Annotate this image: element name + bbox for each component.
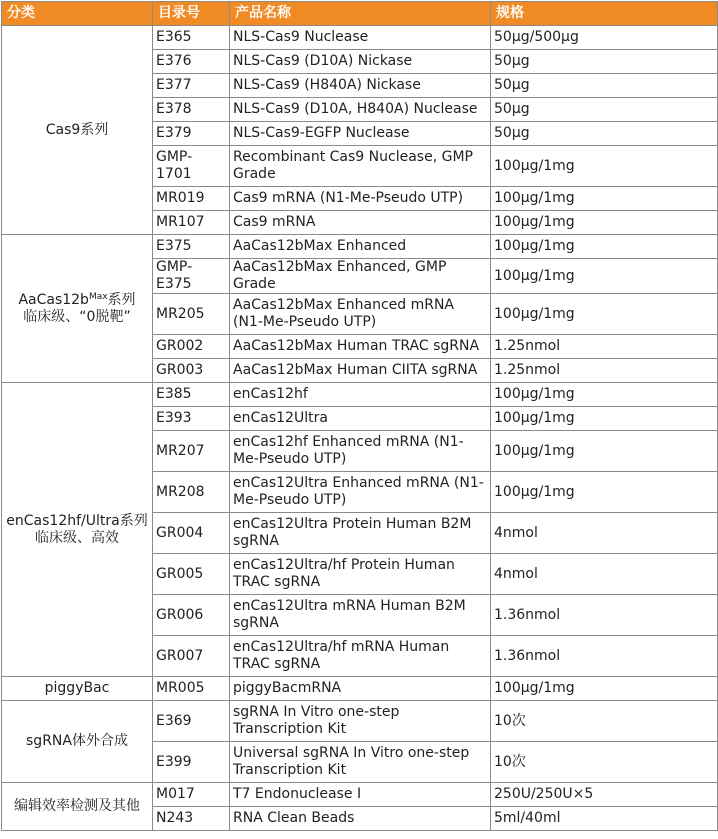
catalog-no-cell: E375 [153, 235, 230, 259]
product-name-cell: enCas12Ultra/hf Protein Human TRAC sgRNA [230, 554, 491, 595]
catalog-no-cell: GR004 [153, 513, 230, 554]
spec-cell: 100μg/1mg [491, 383, 718, 407]
product-name-cell: RNA Clean Beads [230, 807, 491, 831]
spec-cell: 10次 [491, 742, 718, 783]
spec-cell: 50μg [491, 50, 718, 74]
spec-cell: 100μg/1mg [491, 259, 718, 294]
catalog-no-cell: MR019 [153, 187, 230, 211]
product-name-cell: enCas12hf Enhanced mRNA (N1-Me-Pseudo UTP) [230, 431, 491, 472]
category-label: piggyBac [44, 680, 110, 696]
spec-cell: 100μg/1mg [491, 235, 718, 259]
table-row [2, 383, 718, 407]
product-name-cell: sgRNA In Vitro one-step Transcription Kit [230, 701, 491, 742]
spec-cell: 100μg/1mg [491, 187, 718, 211]
spec-cell: 1.25nmol [491, 359, 718, 383]
table-row [2, 783, 718, 807]
product-name-cell: Universal sgRNA In Vitro one-step Transcription Kit [230, 742, 491, 783]
product-name-cell: piggyBacmRNA [230, 677, 491, 701]
spec-cell: 100μg/1mg [491, 146, 718, 187]
spec-cell: 100μg/1mg [491, 407, 718, 431]
product-name-cell: Recombinant Cas9 Nuclease, GMP Grade [230, 146, 491, 187]
table-row [2, 701, 718, 742]
category-cell [2, 701, 153, 783]
catalog-no-cell: GMP-1701 [153, 146, 230, 187]
product-name-cell: AaCas12bMax Enhanced [230, 235, 491, 259]
header-category: 分类 [2, 2, 153, 26]
category-label: sgRNA体外合成 [26, 733, 128, 749]
header-product-name: 产品名称 [230, 2, 491, 26]
spec-cell: 50μg [491, 74, 718, 98]
product-name-cell: enCas12Ultra Enhanced mRNA (N1-Me-Pseudo UTP) [230, 472, 491, 513]
product-name-cell: NLS-Cas9 (D10A, H840A) Nuclease [230, 98, 491, 122]
product-name-cell: enCas12Ultra/hf mRNA Human TRAC sgRNA [230, 636, 491, 677]
catalog-no-cell: E369 [153, 701, 230, 742]
spec-cell: 50μg/500μg [491, 26, 718, 50]
product-name-cell: NLS-Cas9-EGFP Nuclease [230, 122, 491, 146]
header-catalog-no: 目录号 [153, 2, 230, 26]
catalog-no-cell: E377 [153, 74, 230, 98]
category-cell [2, 235, 153, 383]
product-name-cell: T7 Endonuclease I [230, 783, 491, 807]
product-table [1, 1, 718, 831]
category-cell [2, 383, 153, 677]
catalog-no-cell: MR208 [153, 472, 230, 513]
category-cell [2, 26, 153, 235]
spec-cell: 50μg [491, 122, 718, 146]
spec-cell: 250U/250U×5 [491, 783, 718, 807]
catalog-no-cell: MR107 [153, 211, 230, 235]
spec-cell: 1.36nmol [491, 595, 718, 636]
catalog-no-cell: GR002 [153, 335, 230, 359]
spec-cell: 100μg/1mg [491, 211, 718, 235]
spec-cell: 100μg/1mg [491, 677, 718, 701]
header-spec: 规格 [491, 2, 718, 26]
catalog-no-cell: E399 [153, 742, 230, 783]
product-name-cell: NLS-Cas9 (D10A) Nickase [230, 50, 491, 74]
product-name-cell: Cas9 mRNA (N1-Me-Pseudo UTP) [230, 187, 491, 211]
spec-cell: 100μg/1mg [491, 431, 718, 472]
spec-cell: 1.25nmol [491, 335, 718, 359]
product-name-cell: AaCas12bMax Enhanced mRNA (N1-Me-Pseudo UTP) [230, 294, 491, 335]
catalog-no-cell: E393 [153, 407, 230, 431]
product-name-cell: enCas12Ultra [230, 407, 491, 431]
product-name-cell: enCas12Ultra Protein Human B2M sgRNA [230, 513, 491, 554]
table-row [2, 26, 718, 50]
header-row [2, 2, 718, 26]
catalog-no-cell: E385 [153, 383, 230, 407]
category-label: enCas12hf/Ultra系列 [6, 512, 148, 529]
spec-cell: 50μg [491, 98, 718, 122]
catalog-no-cell: MR205 [153, 294, 230, 335]
catalog-no-cell: GR007 [153, 636, 230, 677]
catalog-no-cell: E378 [153, 98, 230, 122]
catalog-no-cell: E376 [153, 50, 230, 74]
catalog-no-cell: MR005 [153, 677, 230, 701]
category-superscript: Max [88, 291, 108, 302]
catalog-no-cell: GR006 [153, 595, 230, 636]
category-label-suffix: 系列 [107, 291, 136, 308]
catalog-no-cell: E365 [153, 26, 230, 50]
product-name-cell: enCas12hf [230, 383, 491, 407]
category-label: 编辑效率检测及其他 [14, 798, 140, 814]
table-row [2, 677, 718, 701]
catalog-no-cell: N243 [153, 807, 230, 831]
product-name-cell: AaCas12bMax Human CIITA sgRNA [230, 359, 491, 383]
catalog-no-cell: E379 [153, 122, 230, 146]
catalog-no-cell: M017 [153, 783, 230, 807]
product-name-cell: AaCas12bMax Enhanced, GMP Grade [230, 259, 491, 294]
catalog-no-cell: MR207 [153, 431, 230, 472]
spec-cell: 10次 [491, 701, 718, 742]
category-sublabel: 临床级、高效 [35, 529, 119, 546]
catalog-no-cell: GR005 [153, 554, 230, 595]
catalog-no-cell: GR003 [153, 359, 230, 383]
category-cell [2, 677, 153, 701]
table-row [2, 235, 718, 259]
product-name-cell: NLS-Cas9 Nuclease [230, 26, 491, 50]
spec-cell: 1.36nmol [491, 636, 718, 677]
category-label: AaCas12b [18, 291, 89, 308]
spec-cell: 100μg/1mg [491, 472, 718, 513]
product-name-cell: NLS-Cas9 (H840A) Nickase [230, 74, 491, 98]
category-sublabel: 临床级、“0脱靶” [23, 308, 131, 325]
product-name-cell: Cas9 mRNA [230, 211, 491, 235]
catalog-no-cell: GMP-E375 [153, 259, 230, 294]
spec-cell: 4nmol [491, 554, 718, 595]
spec-cell: 5ml/40ml [491, 807, 718, 831]
category-cell [2, 783, 153, 831]
product-name-cell: enCas12Ultra mRNA Human B2M sgRNA [230, 595, 491, 636]
spec-cell: 100μg/1mg [491, 294, 718, 335]
spec-cell: 4nmol [491, 513, 718, 554]
category-label: Cas9系列 [45, 121, 109, 138]
product-name-cell: AaCas12bMax Human TRAC sgRNA [230, 335, 491, 359]
